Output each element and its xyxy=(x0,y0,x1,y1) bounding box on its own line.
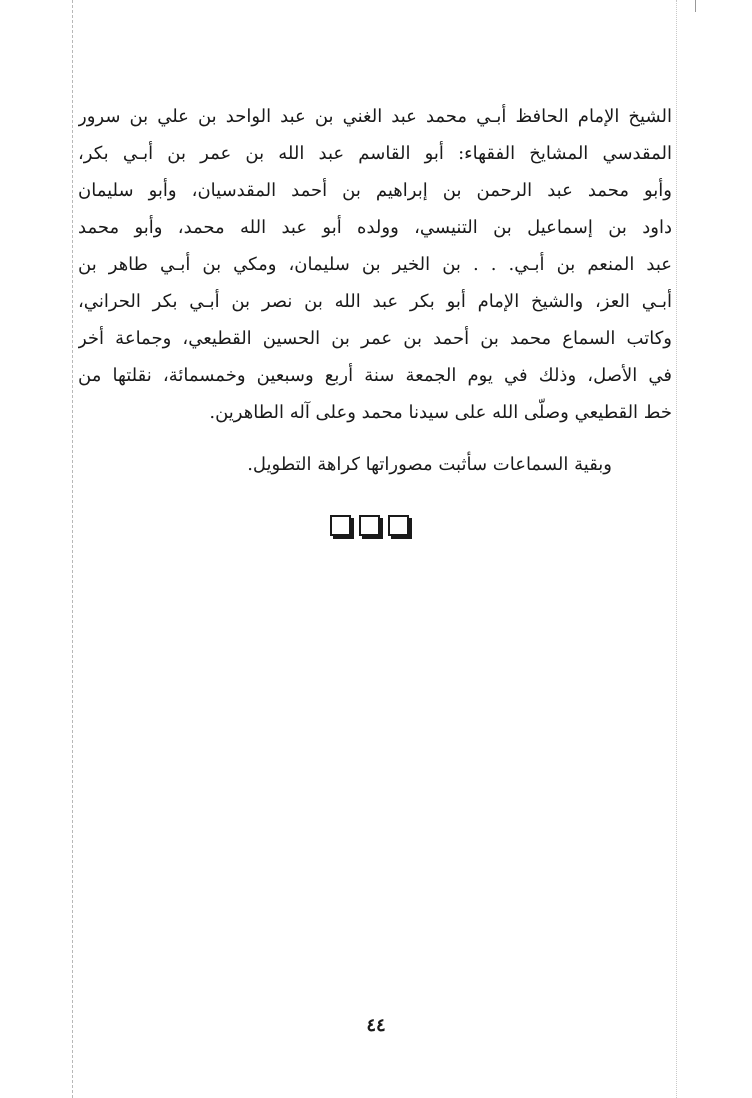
text-line: داود بن إسماعيل بن التنيسي، وولده أبو عبد الله محمد، وأبو محمد xyxy=(78,217,672,238)
separator-box-icon xyxy=(330,515,351,536)
section-separator xyxy=(330,515,409,536)
top-crop-mark xyxy=(695,0,696,12)
text-line: المقدسي المشايخ الفقهاء: أبو القاسم عبد الله بن عمر بن أبـي بكر، xyxy=(78,143,672,164)
page-number: ٤٤ xyxy=(366,1015,386,1036)
text-line: خط القطيعي وصلّى الله على سيدنا محمد وعلى آله الطاهرين. xyxy=(209,402,672,423)
text-line: الشيخ الإمام الحافظ أبـي محمد عبد الغني بن عبد الواحد بن علي بن سرور xyxy=(78,106,672,127)
main-paragraph xyxy=(78,98,672,431)
text-line: عبد المنعم بن أبـي. . . بن الخير بن سليمان، ومكي بن أبـي طاهر بن xyxy=(78,254,672,275)
text-line: وأبو محمد عبد الرحمن بن إبراهيم بن أحمد المقدسيان، وأبو سليمان xyxy=(78,180,672,201)
closing-paragraph-text: وبقية السماعات سأثبت مصوراتها كراهة التطويل. xyxy=(247,454,612,475)
text-line: أبـي العز، والشيخ الإمام أبو بكر عبد الله بن نصر بن أبـي بكر الحراني، xyxy=(78,291,672,312)
closing-paragraph xyxy=(78,450,672,480)
text-line: وكاتب السماع محمد بن أحمد بن عمر بن الحسين القطيعي، وجماعة أخر xyxy=(78,328,672,349)
separator-box-icon xyxy=(359,515,380,536)
text-line: في الأصل، وذلك في يوم الجمعة سنة أربع وسبعين وخمسمائة، نقلتها من xyxy=(78,365,672,386)
separator-box-icon xyxy=(388,515,409,536)
right-margin-guide xyxy=(676,0,677,1098)
left-margin-guide xyxy=(72,0,73,1098)
